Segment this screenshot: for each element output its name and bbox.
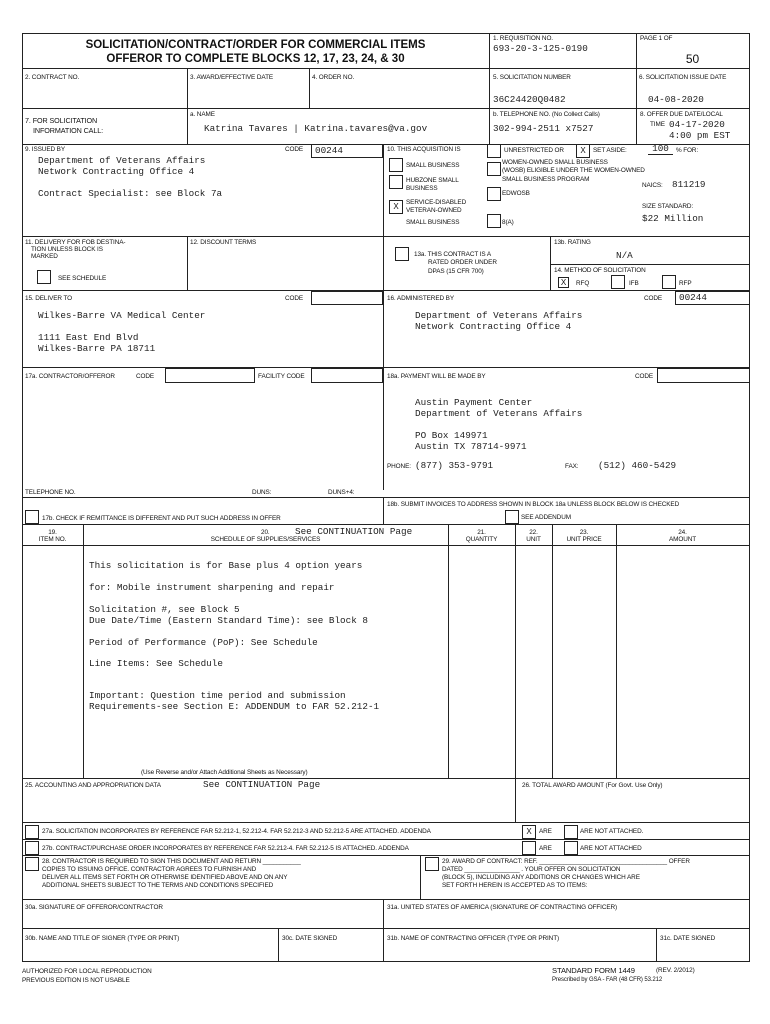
27b-are-not-checkbox[interactable] xyxy=(564,841,578,855)
rfq-checkbox[interactable]: X xyxy=(558,277,569,288)
wosb-label-3: SMALL BUSINESS PROGRAM xyxy=(502,176,590,183)
see-addendum-checkbox[interactable] xyxy=(505,510,519,524)
schedule-text-3a: Solicitation #, see Block 5 xyxy=(89,604,240,615)
size-standard-label: SIZE STANDARD: xyxy=(642,203,694,210)
footer-prescribed: Prescribed by GSA - FAR (48 CFR) 53.212 xyxy=(552,977,663,983)
27a-are-label: ARE xyxy=(539,828,552,835)
block16-label: 16. ADMINISTERED BY xyxy=(387,295,454,302)
block5-label: 5. SOLICITATION NUMBER xyxy=(493,74,571,81)
schedule-text-2: for: Mobile instrument sharpening and repair xyxy=(89,582,335,593)
27a-checkbox[interactable] xyxy=(25,825,39,839)
block31a-label: 31a. UNITED STATES OF AMERICA (SIGNATURE OF CONTRACTING OFFICER) xyxy=(387,904,618,911)
contact-name-email[interactable]: Katrina Tavares | Katrina.tavares@va.gov xyxy=(204,123,428,134)
block11-line2: TION UNLESS BLOCK IS xyxy=(31,246,103,253)
facility-code-box[interactable] xyxy=(311,368,383,383)
block18a-label: 18a. PAYMENT WILL BE MADE BY xyxy=(387,373,486,380)
rfq-label: RFQ xyxy=(576,280,590,287)
block8-label-1: 8. OFFER DUE DATE/LOCAL xyxy=(640,111,723,118)
schedule-text-4: Period of Performance (PoP): See Schedule xyxy=(89,637,318,648)
block4-label: 4. ORDER NO. xyxy=(312,74,355,81)
issued-by-line3: Contract Specialist: see Block 7a xyxy=(38,188,223,199)
form-title-line2: OFFEROR TO COMPLETE BLOCKS 12, 17, 23, 24, & 30 xyxy=(106,53,405,65)
block27a-label: 27a. SOLICITATION INCORPORATES BY REFERENCE FAR 52.212-1, 52.212-4. FAR 52.212-3 AND 52.212-5 ARE ATTACHED. ADDENDA xyxy=(42,828,431,835)
block13b-label: 13b. RATING xyxy=(554,239,591,246)
edwosb-label: EDWOSB xyxy=(502,190,530,197)
block11-checkbox[interactable] xyxy=(37,270,51,284)
duns4-label: DUNS+4: xyxy=(328,489,355,496)
block28-line4: ADDITIONAL SHEETS SUBJECT TO THE TERMS AND CONDITIONS SPECIFIED xyxy=(42,882,274,889)
block15-label: 15. DELIVER TO xyxy=(25,295,73,302)
block15-code-label: CODE xyxy=(285,295,304,302)
schedule-text-6a: Important: Question time period and submission xyxy=(89,690,346,701)
wosb-label-2: (WOSB) ELIGIBLE UNDER THE WOMEN-OWNED xyxy=(502,167,645,174)
block28-line1: 28. CONTRACTOR IS REQUIRED TO SIGN THIS DOCUMENT AND RETURN ___________ xyxy=(42,858,301,865)
block13a-line3: DPAS (15 CFR 700) xyxy=(428,268,484,275)
set-aside-checkbox[interactable]: X xyxy=(576,144,590,158)
29-checkbox[interactable] xyxy=(425,857,439,871)
block16-code-label: CODE xyxy=(644,295,663,302)
block30a-label: 30a. SIGNATURE OF OFFEROR/CONTRACTOR xyxy=(25,904,163,911)
block7b-label: b. TELEPHONE NO. (No Collect Calls) xyxy=(493,111,600,118)
footer-left-line2: PREVIOUS EDITION IS NOT USABLE xyxy=(22,977,130,984)
form-title-line1: SOLICITATION/CONTRACT/ORDER FOR COMMERCIAL ITEMS xyxy=(85,39,426,51)
block9-label: 9. ISSUED BY xyxy=(25,146,65,153)
sdvosb-label-1: SERVICE-DISABLED xyxy=(406,199,467,206)
block17a-code-label: CODE xyxy=(136,373,155,380)
duns-label: DUNS: xyxy=(252,489,272,496)
col19-label: ITEM NO. xyxy=(38,536,67,543)
form-title xyxy=(22,38,489,66)
reverse-note: (Use Reverse and/or Attach Additional Sheets as Necessary) xyxy=(141,769,308,776)
block31b-label: 31b. NAME OF CONTRACTING OFFICER (TYPE OR PRINT) xyxy=(387,935,560,942)
telephone-label: TELEPHONE NO. xyxy=(25,489,76,496)
block17b-label: 17b. CHECK IF REMITTANCE IS DIFFERENT AND PUT SUCH ADDRESS IN OFFER xyxy=(42,515,281,522)
percent-for-label: % FOR: xyxy=(676,147,699,154)
col20-num: 20. xyxy=(261,529,270,536)
block25-label: 25. ACCOUNTING AND APPROPRIATION DATA xyxy=(25,782,161,789)
block31c-label: 31c. DATE SIGNED xyxy=(660,935,716,942)
block9-code-value: 00244 xyxy=(315,145,343,156)
27a-are-checkbox[interactable]: X xyxy=(522,825,536,839)
block14-label: 14. METHOD OF SOLICITATION xyxy=(554,267,646,274)
col22-num: 22. xyxy=(529,529,538,536)
page-total: 50 xyxy=(685,52,700,66)
payment-line2: Department of Veterans Affairs xyxy=(415,408,583,419)
payment-line1: Austin Payment Center xyxy=(415,397,533,408)
block27b-label: 27b. CONTRACT/PURCHASE ORDER INCORPORATES BY REFERENCE FAR 52.212-4. FAR 52.212-5 IS ATTACHED. ADDENDA xyxy=(42,845,409,852)
administered-by-line1: Department of Veterans Affairs xyxy=(415,310,583,321)
payment-line3: PO Box 149971 xyxy=(415,430,488,441)
block8-label-2: TIME xyxy=(650,121,665,128)
block30b-label: 30b. NAME AND TITLE OF SIGNER (TYPE OR PRINT) xyxy=(25,935,180,942)
block1-label: 1. REQUISITION NO. xyxy=(493,35,553,42)
solicitation-number[interactable]: 36C24420Q0482 xyxy=(493,94,566,105)
rating-value[interactable]: N/A xyxy=(616,250,633,261)
28-checkbox[interactable] xyxy=(25,857,39,871)
col20-continuation: See CONTINUATION Page xyxy=(295,526,413,537)
block16-code-box[interactable] xyxy=(675,291,750,305)
schedule-text-1: This solicitation is for Base plus 4 option years xyxy=(89,560,363,571)
block7-label-2: INFORMATION CALL: xyxy=(33,126,104,135)
block16-code-value: 00244 xyxy=(679,292,707,303)
block15-code-box[interactable] xyxy=(311,291,383,305)
27b-are-checkbox[interactable] xyxy=(522,841,536,855)
wosb-checkbox[interactable] xyxy=(487,162,501,176)
deliver-to-line3: Wilkes-Barre PA 18711 xyxy=(38,343,156,354)
set-aside-percent[interactable]: 100 xyxy=(648,143,673,155)
block11-line3: MARKED xyxy=(31,253,58,260)
size-standard-value[interactable]: $22 Million xyxy=(642,213,704,224)
solicitation-issue-date[interactable]: 04-08-2020 xyxy=(648,94,704,105)
block9-code-box[interactable] xyxy=(311,144,383,158)
col23-label: UNIT PRICE xyxy=(566,536,602,543)
payment-fax-value: (512) 460-5429 xyxy=(598,460,677,471)
schedule-text-3b: Due Date/Time (Eastern Standard Time): see Block 8 xyxy=(89,615,368,626)
block18a-code-label: CODE xyxy=(635,373,654,380)
block9-code-label: CODE xyxy=(285,146,304,153)
unrestricted-checkbox[interactable] xyxy=(487,144,501,158)
footer-rev: (REV. 2/2012) xyxy=(656,967,695,974)
small-business-label: SMALL BUSINESS xyxy=(406,162,460,169)
sdvosb-label-3: SMALL BUSINESS xyxy=(406,219,460,226)
block29-line2: DATED ________________ . YOUR OFFER ON SOLICITATION xyxy=(442,866,621,873)
27b-are-not-label: ARE NOT ATTACHED xyxy=(580,845,642,852)
offer-due-time[interactable]: 4:00 pm EST xyxy=(669,130,731,141)
8a-checkbox[interactable] xyxy=(487,214,501,228)
deliver-to-line1: Wilkes-Barre VA Medical Center xyxy=(38,310,206,321)
small-business-checkbox[interactable] xyxy=(389,158,403,172)
block13a-line2: RATED ORDER UNDER xyxy=(428,259,497,266)
see-addendum-label: SEE ADDENDUM xyxy=(521,514,571,521)
hubzone-checkbox[interactable] xyxy=(389,175,403,189)
8a-label: 8(A) xyxy=(502,219,514,226)
payment-fax-label: FAX: xyxy=(565,463,579,470)
block17a-label: 17a. CONTRACTOR/OFFEROR xyxy=(25,373,115,380)
block11-see-schedule: SEE SCHEDULE xyxy=(58,275,107,282)
schedule-text-6b: Requirements-see Section E: ADDENDUM to FAR 52.212-1 xyxy=(89,701,380,712)
col24-num: 24. xyxy=(678,529,687,536)
block30c-label: 30c. DATE SIGNED xyxy=(282,935,338,942)
naics-value[interactable]: 811219 xyxy=(672,179,706,190)
block3-label: 3. AWARD/EFFECTIVE DATE xyxy=(190,74,274,81)
col21-num: 21. xyxy=(477,529,486,536)
block7a-label: a. NAME xyxy=(190,111,215,118)
naics-label: NAICS: xyxy=(642,182,663,189)
payment-line4: Austin TX 78714-9971 xyxy=(415,441,527,452)
hubzone-label-2: BUSINESS xyxy=(406,185,438,192)
footer-form-name: STANDARD FORM 1449 xyxy=(552,966,635,975)
block18a-code-box[interactable] xyxy=(657,368,750,383)
hubzone-label-1: HUBZONE SMALL xyxy=(406,177,459,184)
remittance-checkbox[interactable] xyxy=(25,510,39,524)
issued-by-line2: Network Contracting Office 4 xyxy=(38,166,195,177)
block7-label-1: 7. FOR SOLICITATION xyxy=(25,116,98,125)
col20-label: SCHEDULE OF SUPPLIES/SERVICES xyxy=(210,536,321,543)
deliver-to-line2: 1111 East End Blvd xyxy=(38,332,139,343)
27a-are-not-label: ARE NOT ATTACHED. xyxy=(580,828,644,835)
contact-phone[interactable]: 302-994-2511 x7527 xyxy=(493,123,594,134)
block10-label: 10. THIS ACQUISITION IS xyxy=(387,146,461,153)
offer-due-date[interactable]: 04-17-2020 xyxy=(669,119,725,130)
col24-label: AMOUNT xyxy=(668,536,697,543)
payment-phone-label: PHONE: xyxy=(387,463,411,470)
unrestricted-label: UNRESTRICTED OR xyxy=(504,147,564,154)
footer-left-line1: AUTHORIZED FOR LOCAL REPRODUCTION xyxy=(22,968,152,975)
27b-checkbox[interactable] xyxy=(25,841,39,855)
27a-are-not-checkbox[interactable] xyxy=(564,825,578,839)
ifb-label: IFB xyxy=(629,280,639,287)
27b-are-label: ARE xyxy=(539,845,552,852)
sdvosb-checkbox[interactable]: X xyxy=(389,200,403,214)
administered-by-line2: Network Contracting Office 4 xyxy=(415,321,572,332)
payment-phone-value: (877) 353-9791 xyxy=(415,460,494,471)
set-aside-label: SET ASIDE: xyxy=(593,147,627,154)
issued-by-line1: Department of Veterans Affairs xyxy=(38,155,206,166)
block6-label: 6. SOLICITATION ISSUE DATE xyxy=(639,74,727,81)
block11-line1: 11. DELIVERY FOR FOB DESTINA- xyxy=(25,239,126,246)
col23-num: 23. xyxy=(579,529,589,536)
col22-label: UNIT xyxy=(526,536,541,543)
block13a-checkbox[interactable] xyxy=(395,247,409,261)
block2-label: 2. CONTRACT NO. xyxy=(25,74,80,81)
block29-line3: (BLOCK 5), INCLUDING ANY ADDITIONS OR CHANGES WHICH ARE xyxy=(442,874,640,881)
block28-line3: DELIVER ALL ITEMS SET FORTH OR OTHERWISE IDENTIFIED ABOVE AND ON ANY xyxy=(42,874,288,881)
page-label: PAGE 1 OF xyxy=(640,35,673,42)
col21-label: QUANTITY xyxy=(465,536,498,543)
block29-line4: SET FORTH HEREIN IS ACCEPTED AS TO ITEMS: xyxy=(442,882,588,889)
requisition-number[interactable]: 693-20-3-125-0190 xyxy=(493,43,588,54)
block13a-line1: 13a. THIS CONTRACT IS A xyxy=(414,251,492,258)
rfp-label: RFP xyxy=(679,280,692,287)
block26-label: 26. TOTAL AWARD AMOUNT (For Govt. Use Only) xyxy=(522,782,663,789)
ifb-checkbox[interactable] xyxy=(611,275,625,289)
block12-label: 12. DISCOUNT TERMS xyxy=(190,239,257,246)
facility-code-label: FACILITY CODE xyxy=(258,373,305,380)
schedule-text-5: Line Items: See Schedule xyxy=(89,658,223,669)
block28-line2: COPIES TO ISSUING OFFICE. CONTRACTOR AGREES TO FURNISH AND xyxy=(42,866,257,873)
accounting-data-value: See CONTINUATION Page xyxy=(203,779,321,790)
contractor-code-box[interactable] xyxy=(165,368,255,383)
wosb-label-1: WOMEN-OWNED SMALL BUSINESS xyxy=(502,159,608,166)
edwosb-checkbox[interactable] xyxy=(487,187,501,201)
sdvosb-label-2: VETERAN-OWNED xyxy=(406,207,462,214)
block29-line1: 29. AWARD OF CONTRACT: REF. _____________________________________ OFFER xyxy=(442,858,690,865)
block18b-label: 18b. SUBMIT INVOICES TO ADDRESS SHOWN IN BLOCK 18a UNLESS BLOCK BELOW IS CHECKED xyxy=(387,501,680,508)
rfp-checkbox[interactable] xyxy=(662,275,676,289)
col19-num: 19. xyxy=(48,529,57,536)
